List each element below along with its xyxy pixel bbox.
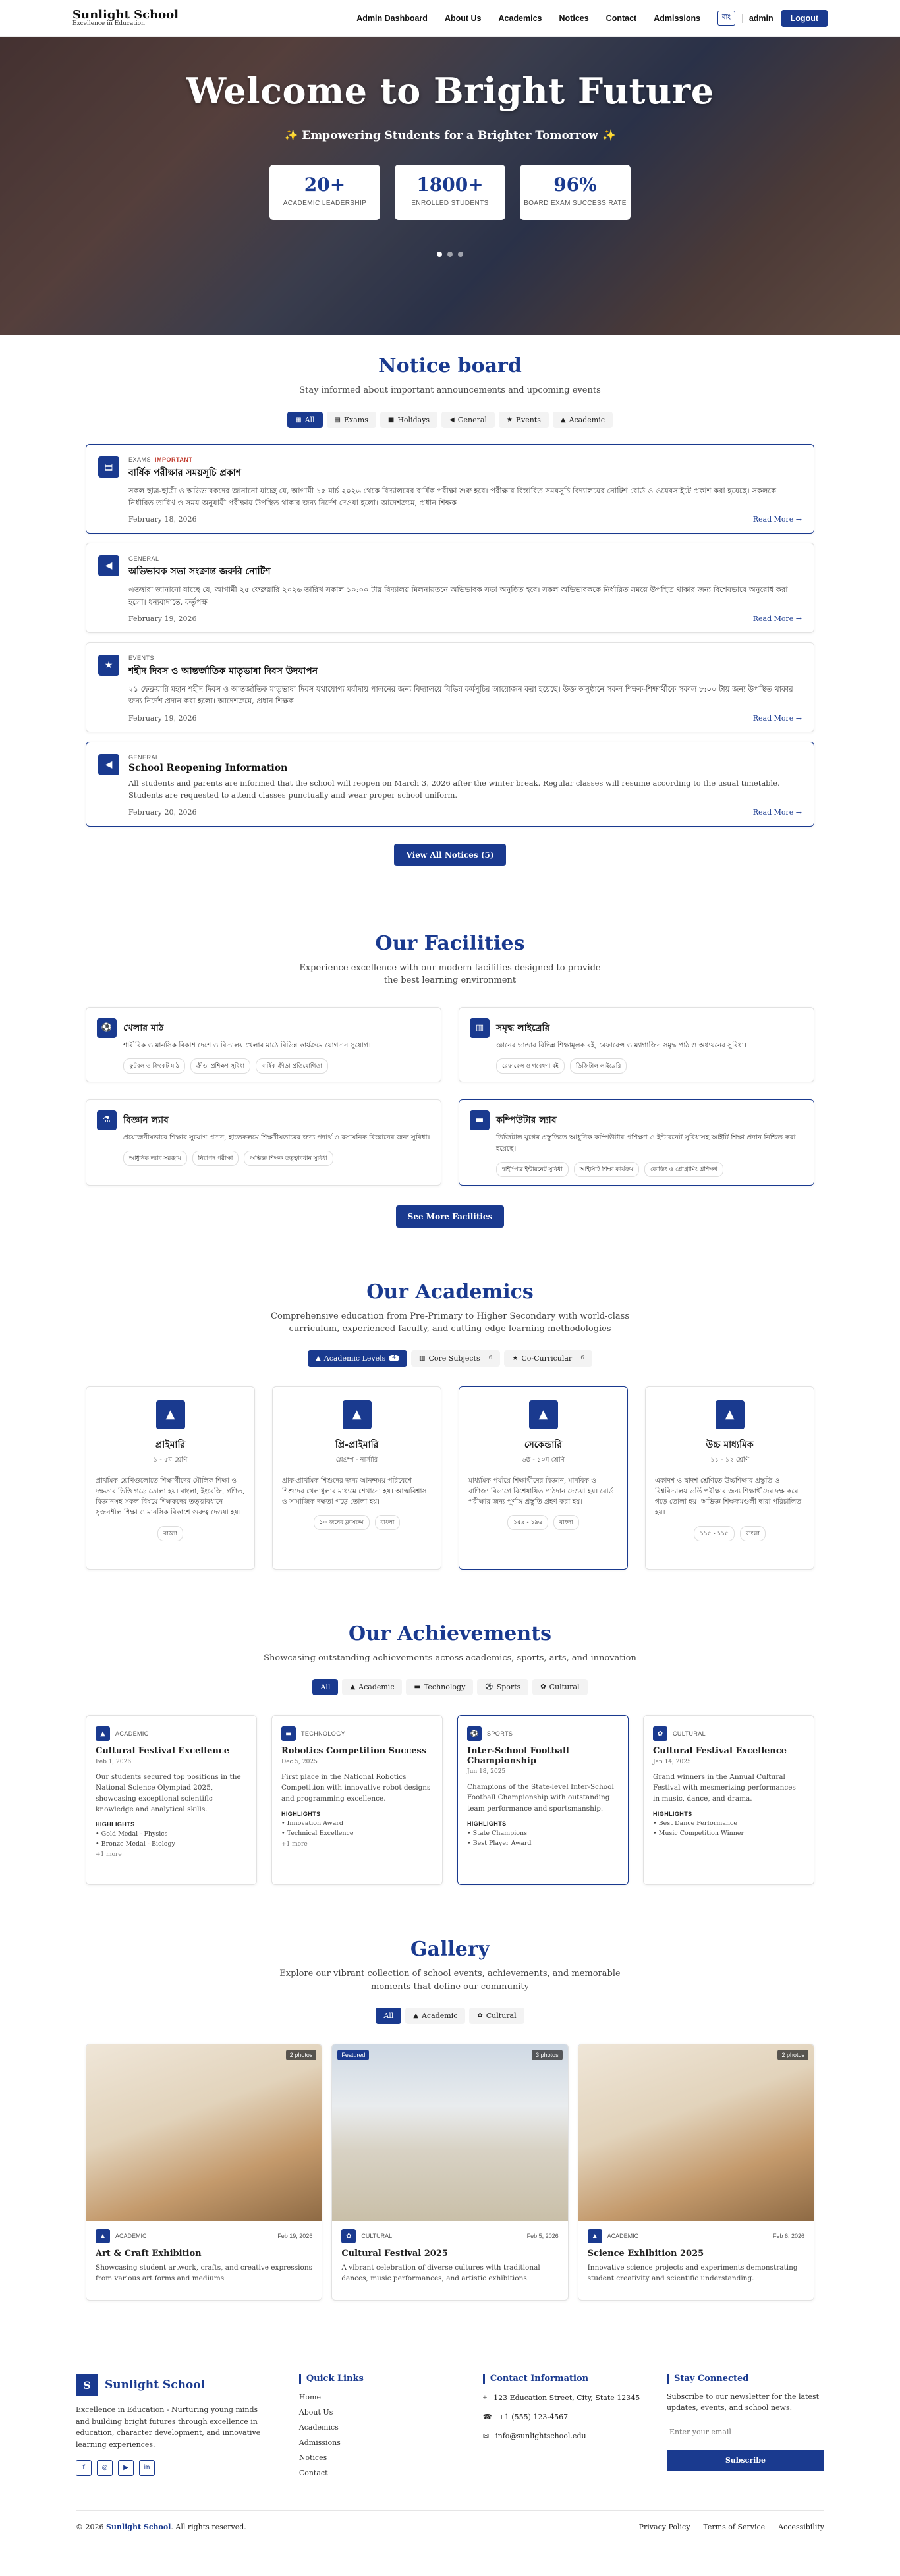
palette-icon: ✿ bbox=[540, 1684, 546, 1691]
footer-link-home[interactable]: Home bbox=[298, 2393, 321, 2402]
achievement-date: Dec 5, 2025 bbox=[281, 1759, 318, 1766]
location-pin-icon: ⌖ bbox=[482, 2393, 488, 2402]
filter-label: Academic bbox=[358, 1683, 395, 1692]
copyright: © 2026 Sunlight School. All rights reserved. bbox=[76, 2523, 246, 2532]
gallery-desc: Innovative science projects and experiments demonstrating student creativity and scientific understanding. bbox=[587, 2264, 798, 2283]
notice-title: বার্ষিক পরীক্ষার সময়সূচি প্রকাশ bbox=[128, 467, 241, 478]
footer bbox=[0, 2347, 900, 2544]
filter-events[interactable] bbox=[499, 412, 549, 428]
level-desc: প্রাথমিক শ্রেণিগুলোতে শিক্ষার্থীদের মৌলিক শিক্ষা ও দক্ষতার ভিত্তি গড়ে তোলা হয়। বাংলা, ইংরেজি, গণিত, বিজ্ঞানসহ সকল বিষয়ে শিক্ষকদের তত্ত্বাবধানে সৃজনশীল শিক্ষা ও মানসিক বিকাশে গুরুত্ব দেওয়া হয়। bbox=[96, 1476, 245, 1517]
gallery-image[interactable] bbox=[86, 2044, 322, 2221]
gallery-card[interactable] bbox=[86, 2044, 322, 2301]
achievement-card[interactable] bbox=[457, 1715, 629, 1885]
level-range: ১ - ৫ম শ্রেণি bbox=[153, 1456, 188, 1464]
notice-category: GENERAL bbox=[128, 754, 159, 761]
achievement-date: Feb 1, 2026 bbox=[96, 1759, 132, 1766]
palette-icon: ✿ bbox=[477, 2012, 483, 2020]
read-more-link[interactable]: Read More → bbox=[752, 515, 802, 524]
filter-all[interactable] bbox=[287, 412, 322, 428]
document-icon: ▤ bbox=[98, 456, 119, 478]
achievement-desc: Champions of the State-level Inter-School Football Championship with outstanding team performance and sportsmanship. bbox=[467, 1783, 614, 1813]
facility-tag: ফুটবল ও ক্রিকেট মাঠ bbox=[123, 1058, 185, 1074]
achievement-date: Jun 18, 2025 bbox=[467, 1768, 506, 1776]
filter-label: Academic bbox=[569, 415, 605, 424]
highlight-item: • Gold Medal - Physics bbox=[96, 1830, 168, 1838]
brand[interactable] bbox=[72, 9, 179, 28]
level-title: উচ্চ মাধ্যমিক bbox=[706, 1439, 754, 1450]
filter-label: Technology bbox=[423, 1683, 466, 1692]
gallery-title: Science Exhibition 2025 bbox=[587, 2249, 704, 2259]
level-tag: বাংলা bbox=[375, 1515, 401, 1530]
achievement-card[interactable] bbox=[86, 1715, 257, 1885]
academic-level-card[interactable] bbox=[645, 1386, 814, 1570]
achievement-category: SPORTS bbox=[487, 1730, 513, 1738]
level-desc: মাধ্যমিক পর্যায়ে শিক্ষার্থীদের বিজ্ঞান, মানবিক ও বাণিজ্য বিভাগে বিশেষায়িত পাঠদান দেওয়া হয়। বোর্ড পরীক্ষার জন্য পূর্ণাঙ্গ প্রস্তুতি গ্রহণ করা হয়। bbox=[468, 1476, 614, 1506]
laptop-icon: ▬ bbox=[281, 1726, 296, 1741]
level-desc: প্রাক-প্রাথমিক শিশুদের জন্য আনন্দময় পরিবেশে শিশুদের খেলাধুলার মাধ্যমে শেখানো হয়। আত্মবিশ্বাস ও সামাজিক দক্ষতা গড়ে তোলা হয়। bbox=[282, 1476, 427, 1506]
photo-count-badge: 2 photos bbox=[286, 2050, 317, 2060]
nav-link-contact[interactable]: Contact bbox=[605, 13, 637, 23]
see-more-facilities-button[interactable]: See More Facilities bbox=[396, 1205, 505, 1228]
carousel-dot[interactable] bbox=[437, 252, 442, 257]
stat-card bbox=[520, 165, 631, 220]
graduation-cap-icon: ▲ bbox=[316, 1354, 321, 1362]
gallery-category: ACADEMIC bbox=[607, 2233, 639, 2240]
achievement-title: Cultural Festival Excellence bbox=[96, 1746, 230, 1757]
graduation-cap-icon: ▲ bbox=[350, 1684, 356, 1691]
footer-link-notices[interactable]: Notices bbox=[298, 2453, 327, 2463]
megaphone-icon: ◀ bbox=[449, 416, 455, 424]
graduation-cap-icon: ▲ bbox=[156, 1400, 185, 1429]
carousel-dot[interactable] bbox=[447, 252, 453, 257]
nav-link-notices[interactable]: Notices bbox=[559, 13, 589, 23]
grid-icon: ▦ bbox=[295, 416, 302, 424]
top-navbar bbox=[0, 0, 900, 37]
graduation-cap-icon: ▲ bbox=[588, 2229, 602, 2243]
facility-card[interactable] bbox=[86, 1007, 441, 1082]
read-more-link[interactable]: Read More → bbox=[752, 713, 802, 723]
highlights-heading: HIGHLIGHTS bbox=[467, 1820, 507, 1827]
section-subtitle: Explore our vibrant collection of school events, achievements, and memorable moments that define our community bbox=[279, 1969, 621, 1992]
footer-logo: S bbox=[76, 2374, 98, 2396]
youtube-icon[interactable]: ▶ bbox=[118, 2460, 134, 2476]
facility-desc: শারীরিক ও মানসিক বিকাশ দেশে ও বিদ্যালয় খেলার মাঠে বিভিন্ন কার্যক্রমে যোগদান সুযোগ। bbox=[123, 1041, 371, 1049]
footer-email[interactable]: info@sunlightschool.edu bbox=[495, 2432, 586, 2441]
highlight-item: • Innovation Award bbox=[281, 1819, 343, 1827]
notice-card[interactable] bbox=[86, 642, 814, 732]
notice-category: EXAMS bbox=[128, 456, 152, 463]
footer-address: 123 Education Street, City, State 12345 bbox=[493, 2393, 640, 2402]
footer-link-contact[interactable]: Contact bbox=[298, 2469, 328, 2478]
ball-icon: ⚽ bbox=[467, 1726, 482, 1741]
nav-username: admin bbox=[742, 14, 773, 23]
notice-category: EVENTS bbox=[128, 655, 155, 662]
highlight-item: • Technical Excellence bbox=[281, 1829, 354, 1837]
gallery-desc: A vibrant celebration of diverse cultures with traditional dances, music performances, and artistic exhibitions. bbox=[341, 2264, 540, 2283]
achievement-title: Robotics Competition Success bbox=[281, 1746, 427, 1757]
section-subtitle: Experience excellence with our modern facilities designed to provide the best learning environment bbox=[299, 962, 601, 986]
facility-tag: কোডিং ও প্রোগ্রামিং প্রশিক্ষণ bbox=[644, 1162, 723, 1177]
newsletter-email-input[interactable] bbox=[667, 2423, 824, 2442]
filter-academic[interactable] bbox=[342, 1679, 402, 1695]
footer-description: Excellence in Education - Nurturing young minds and building bright futures through excellence in education, character development, and innovative learning experiences. bbox=[76, 2405, 261, 2449]
notice-date: February 18, 2026 bbox=[128, 515, 197, 524]
stat-label: BOARD EXAM SUCCESS RATE bbox=[524, 200, 627, 207]
filter-label: Cultural bbox=[486, 2012, 517, 2021]
level-range: ৬ষ্ঠ - ১০ম শ্রেণি bbox=[522, 1456, 565, 1464]
stat-label: ENROLLED STUDENTS bbox=[411, 200, 489, 207]
notice-card[interactable] bbox=[86, 742, 814, 827]
notice-date: February 20, 2026 bbox=[128, 808, 197, 817]
filter-label: General bbox=[457, 415, 487, 424]
facility-tag: অভিজ্ঞ শিক্ষক তত্ত্বাবধান সুবিধা bbox=[244, 1151, 333, 1166]
facility-desc: প্রযোজনীয়ভাবে শিক্ষার সুযোগ প্রদান, হাতেকলমে শিক্ষণীয়তারের জন্য পদার্থ ও রসায়নিক বিজ্ঞানের জন্য সুবিধা। bbox=[123, 1133, 430, 1141]
level-tag: বাংলা bbox=[740, 1526, 766, 1541]
highlight-item: • Bronze Medal - Biology bbox=[96, 1840, 175, 1848]
stat-card bbox=[395, 165, 505, 220]
level-tag: বাংলা bbox=[553, 1515, 579, 1530]
notice-text: সকল ছাত্র-ছাত্রী ও অভিভাবকদের জানানো যাচ্ছে যে, আগামী ১৫ মার্চ ২০২৬ থেকে বিদ্যালয়ের বার্ষিক পরীক্ষা শুরু হবে। পরীক্ষার বিস্তারিত সময়সূচি বিদ্যালয়ের নোটিশ বোর্ড ও ওয়েবসাইটে প্রকাশ করা হয়েছে। সকলকে নির্ধারিত তারিখ ও সময় অনুযায়ী পরীক্ষায় উপস্থিত থাকার জন্য নির্দেশ দেওয়া হলো। আদেশক্রমে, প্রধান শিক্ষক bbox=[128, 485, 777, 507]
terms-link[interactable]: Terms of Service bbox=[703, 2523, 766, 2532]
flask-icon: ⚗ bbox=[97, 1110, 117, 1130]
graduation-cap-icon: ▲ bbox=[343, 1400, 372, 1429]
highlight-item: • Music Competition Winner bbox=[653, 1829, 745, 1837]
tab-label: Core Subjects bbox=[428, 1354, 480, 1363]
section-subtitle: Stay informed about important announcements and upcoming events bbox=[299, 385, 601, 395]
achievement-desc: Grand winners in the Annual Cultural Festival with mesmerizing performances in music, dance, and drama. bbox=[653, 1773, 796, 1803]
gallery-section bbox=[0, 1898, 900, 2314]
carousel-dot[interactable] bbox=[458, 252, 463, 257]
footer-school-name: Sunlight School bbox=[105, 2378, 206, 2392]
gallery-title: Cultural Festival 2025 bbox=[341, 2249, 448, 2259]
footer-phone[interactable]: +1 (555) 123-4567 bbox=[498, 2413, 569, 2422]
megaphone-icon: ◀ bbox=[98, 555, 119, 576]
academics-section bbox=[0, 1241, 900, 1583]
facility-card[interactable] bbox=[86, 1099, 441, 1186]
read-more-link[interactable]: Read More → bbox=[752, 615, 802, 624]
section-title: Gallery bbox=[410, 1938, 490, 1961]
filter-all[interactable]: All bbox=[312, 1679, 338, 1695]
star-icon: ★ bbox=[506, 416, 513, 424]
facility-title: সমৃদ্ধ লাইব্রেরি bbox=[496, 1022, 550, 1033]
hero-title: Welcome to Bright Future bbox=[186, 70, 714, 112]
book-icon: ▥ bbox=[419, 1354, 426, 1362]
notice-text: এতদ্বারা জানানো যাচ্ছে যে, আগামী ২৫ ফেব্রুয়ারি ২০২৬ তারিখ সকাল ১০:০০ টায় বিদ্যালয় মিলনায়তনে অভিভাবক সভা অনুষ্ঠিত হবে। সকল অভিভাবককে নির্ধারিত সময়ে উপস্থিত থাকার জন্য বিশেষভাবে অনুরোধ করা হলো। ধন্যবাদান্তে, কর্তৃপক্ষ bbox=[128, 585, 788, 607]
stat-value: 1800+ bbox=[416, 174, 484, 196]
facility-tag: বার্ষিক ক্রীড়া প্রতিযোগিতা bbox=[256, 1058, 328, 1074]
footer-link-about[interactable]: About Us bbox=[298, 2408, 333, 2417]
achievement-desc: First place in the National Robotics Competition with innovative robot designs and programming excellence. bbox=[281, 1773, 431, 1803]
section-subtitle: Showcasing outstanding achievements across academics, sports, arts, and innovation bbox=[264, 1653, 636, 1663]
facilities-section bbox=[0, 879, 900, 1241]
level-title: সেকেন্ডারি bbox=[524, 1439, 563, 1450]
facility-tag: আইসিটি শিক্ষা কার্যক্রম bbox=[574, 1162, 639, 1177]
important-badge: IMPORTANT bbox=[155, 456, 193, 463]
filter-cultural[interactable] bbox=[469, 2008, 524, 2024]
envelope-icon: ✉ bbox=[482, 2432, 490, 2441]
achievement-title: Cultural Festival Excellence bbox=[653, 1746, 787, 1757]
academic-level-card[interactable] bbox=[272, 1386, 441, 1570]
level-range: ১১ - ১২ শ্রেণি bbox=[710, 1456, 750, 1464]
facility-tag: আধুনিক ল্যাব সরঞ্জাম bbox=[123, 1151, 187, 1166]
logout-button[interactable]: Logout bbox=[781, 10, 828, 27]
gallery-category: ACADEMIC bbox=[115, 2233, 147, 2240]
instagram-icon[interactable]: ◎ bbox=[97, 2460, 113, 2476]
graduation-cap-icon: ▲ bbox=[96, 1726, 110, 1741]
filter-technology[interactable] bbox=[406, 1679, 473, 1695]
achievement-card[interactable] bbox=[271, 1715, 443, 1885]
level-tag: বাংলা bbox=[157, 1526, 183, 1541]
hero-banner bbox=[0, 37, 900, 335]
notice-text: All students and parents are informed that the school will reopen on March 3, 2026 after the winter break. Regular classes will resume according to the usual timetable. Students are requested to attend classes punctually and wear proper school uniform. bbox=[128, 778, 780, 800]
nav-link-about[interactable]: About Us bbox=[444, 13, 482, 23]
footer-link-admissions[interactable]: Admissions bbox=[298, 2438, 341, 2448]
facility-title: কম্পিউটার ল্যাব bbox=[496, 1114, 557, 1126]
tab-label: Academic Levels bbox=[323, 1354, 386, 1363]
hero-subtitle: ✨ Empowering Students for a Brighter Tomorrow ✨ bbox=[284, 129, 616, 142]
filter-label: All bbox=[304, 415, 315, 424]
stat-label: ACADEMIC LEADERSHIP bbox=[283, 200, 367, 207]
language-toggle[interactable]: বাং bbox=[717, 11, 735, 26]
graduation-cap-icon: ▲ bbox=[560, 416, 566, 424]
subscribe-button[interactable]: Subscribe bbox=[667, 2450, 824, 2471]
calendar-icon: ▣ bbox=[387, 416, 395, 424]
photo-count-badge: 2 photos bbox=[777, 2050, 808, 2060]
filter-cultural[interactable] bbox=[532, 1679, 587, 1695]
section-title: Our Achievements bbox=[349, 1622, 551, 1645]
level-tag: ১৫৯ - ১৯৬ bbox=[507, 1515, 548, 1530]
level-tag: ১১৫ - ১১৫ bbox=[694, 1526, 735, 1541]
filter-label: Exams bbox=[344, 415, 368, 424]
ball-icon: ⚽ bbox=[485, 1684, 493, 1691]
star-icon: ★ bbox=[512, 1354, 519, 1362]
facebook-icon[interactable]: f bbox=[76, 2460, 92, 2476]
footer-heading: Contact Information bbox=[483, 2374, 640, 2384]
facility-tag: ক্রীড়া প্রশিক্ষণ সুবিধা bbox=[190, 1058, 250, 1074]
brand-subtitle: Excellence in Education bbox=[72, 20, 145, 28]
filter-sports[interactable] bbox=[477, 1679, 528, 1695]
filter-all[interactable]: All bbox=[376, 2008, 401, 2024]
photo-count-badge: 3 photos bbox=[532, 2050, 563, 2060]
facility-card[interactable] bbox=[459, 1099, 814, 1186]
filter-label: Sports bbox=[496, 1683, 521, 1692]
tab-co-curricular[interactable] bbox=[504, 1350, 592, 1367]
gallery-category: CULTURAL bbox=[361, 2233, 393, 2240]
achievement-category: ACADEMIC bbox=[115, 1730, 149, 1738]
academic-level-card[interactable] bbox=[86, 1386, 255, 1570]
computer-icon: ▬ bbox=[470, 1110, 490, 1130]
section-subtitle: Comprehensive education from Pre-Primary to Higher Secondary with world-class curriculum, experienced faculty, and cutting-edge learning methodologies bbox=[271, 1311, 629, 1334]
view-all-notices-button[interactable]: View All Notices (5) bbox=[394, 844, 505, 866]
tab-academic-levels[interactable] bbox=[308, 1350, 407, 1367]
facility-tag: রেফারেন্স ও গবেষণা বই bbox=[496, 1058, 565, 1074]
achievement-card[interactable] bbox=[643, 1715, 814, 1885]
gallery-card[interactable] bbox=[331, 2044, 568, 2301]
filter-label: Holidays bbox=[397, 415, 430, 424]
gallery-image[interactable] bbox=[332, 2044, 567, 2221]
tab-count: 4 bbox=[389, 1355, 399, 1361]
highlights-heading: HIGHLIGHTS bbox=[281, 1810, 321, 1817]
filter-holidays[interactable] bbox=[380, 412, 437, 428]
highlights-more[interactable]: +1 more bbox=[281, 1840, 308, 1848]
gallery-image[interactable] bbox=[578, 2044, 814, 2221]
megaphone-icon: ◀ bbox=[98, 754, 119, 775]
document-icon: ▤ bbox=[334, 416, 341, 424]
level-tag: ১০ জনের ক্লাসরুম bbox=[314, 1515, 370, 1530]
level-title: প্রাইমারি bbox=[155, 1439, 186, 1450]
footer-heading: Quick Links bbox=[299, 2374, 457, 2384]
facility-tag: নিরাপদ পরীক্ষা bbox=[192, 1151, 239, 1166]
footer-link-academics[interactable]: Academics bbox=[298, 2423, 339, 2432]
achievement-category: CULTURAL bbox=[673, 1730, 706, 1738]
graduation-cap-icon: ▲ bbox=[716, 1400, 745, 1429]
stat-value: 96% bbox=[553, 174, 597, 196]
facility-title: বিজ্ঞান ল্যাব bbox=[123, 1114, 169, 1126]
facility-card[interactable] bbox=[459, 1007, 814, 1082]
gallery-date: Feb 19, 2026 bbox=[277, 2233, 313, 2240]
tab-core-subjects[interactable] bbox=[411, 1350, 500, 1367]
stat-value: 20+ bbox=[304, 174, 346, 196]
section-title: Our Academics bbox=[366, 1280, 534, 1303]
notice-title: শহীদ দিবস ও আন্তর্জাতিক মাতৃভাষা দিবস উদযাপন bbox=[128, 666, 318, 677]
gallery-desc: Showcasing student artwork, crafts, and creative expressions from various art forms and mediums bbox=[96, 2264, 313, 2283]
notice-date: February 19, 2026 bbox=[128, 615, 197, 624]
read-more-link[interactable]: Read More → bbox=[752, 808, 802, 817]
section-title: Notice board bbox=[378, 354, 522, 377]
section-title: Our Facilities bbox=[375, 931, 525, 955]
gallery-title: Art & Craft Exhibition bbox=[96, 2249, 202, 2259]
level-range: প্লেগ্রুপ - নার্সারি bbox=[335, 1456, 378, 1464]
tab-label: Co-Curricular bbox=[521, 1354, 573, 1363]
notice-card[interactable] bbox=[86, 543, 814, 633]
notice-title: অভিভাবক সভা সংক্রান্ত জরুরি নোটিশ bbox=[128, 566, 271, 578]
filter-label: Events bbox=[515, 415, 541, 424]
phone-icon: ☎ bbox=[482, 2413, 492, 2422]
notice-text: ২১ ফেব্রুয়ারি মহান শহীদ দিবস ও আন্তর্জাতিক মাতৃভাষা দিবস যথাযোগ্য মর্যাদায় পালনের জন্য বিদ্যালয়ে বিভিন্ন কর্মসূচির আয়োজন করা হয়েছে। উক্ত অনুষ্ঠানে সকল শিক্ষক-শিক্ষার্থীকে সকাল ৮:০০ টায় জন্য উপস্থিত থাকার জন্য নির্দেশ প্রদান করা হলো। আদেশক্রমে, প্রধান শিক্ষক bbox=[128, 684, 793, 706]
gallery-date: Feb 5, 2026 bbox=[526, 2233, 559, 2240]
palette-icon: ✿ bbox=[653, 1726, 667, 1741]
gallery-card[interactable] bbox=[578, 2044, 814, 2301]
star-icon: ★ bbox=[98, 655, 119, 676]
level-title: প্রি-প্রাইমারি bbox=[335, 1439, 379, 1450]
achievement-date: Jan 14, 2025 bbox=[653, 1759, 691, 1766]
highlights-heading: HIGHLIGHTS bbox=[653, 1810, 692, 1817]
achievements-section bbox=[0, 1583, 900, 1899]
highlights-more[interactable]: +1 more bbox=[96, 1851, 122, 1859]
facility-tag: ডিজিটাল লাইব্রেরি bbox=[570, 1058, 627, 1074]
carousel-dots bbox=[0, 252, 900, 257]
notice-board-section bbox=[0, 335, 900, 879]
graduation-cap-icon: ▲ bbox=[96, 2229, 110, 2243]
notice-category: GENERAL bbox=[128, 555, 159, 562]
facility-desc: জ্ঞানের ভান্ডার বিভিন্ন শিক্ষামূলক বই, রেফারেন্স ও ম্যাগাজিন সমৃদ্ধ পাঠ ও অধ্যয়নের সুবিধা। bbox=[496, 1041, 746, 1049]
academic-level-card[interactable] bbox=[459, 1386, 628, 1570]
laptop-icon: ▬ bbox=[414, 1684, 420, 1691]
gallery-date: Feb 6, 2026 bbox=[772, 2233, 804, 2240]
filter-academic[interactable] bbox=[405, 2008, 465, 2024]
graduation-cap-icon: ▲ bbox=[413, 2012, 419, 2020]
stat-card bbox=[269, 165, 380, 220]
filter-exams[interactable] bbox=[327, 412, 376, 428]
brand-title: Sunlight School bbox=[72, 7, 179, 22]
featured-badge: Featured bbox=[337, 2050, 369, 2060]
facility-tag: হাইস্পিড ইন্টারনেট সুবিধা bbox=[496, 1162, 569, 1177]
palette-icon: ✿ bbox=[341, 2229, 356, 2243]
nav-link-admin-dashboard[interactable]: Admin Dashboard bbox=[356, 13, 428, 23]
nav-link-admissions[interactable]: Admissions bbox=[654, 13, 701, 23]
nav-link-academics[interactable]: Academics bbox=[498, 13, 542, 23]
highlight-item: • State Champions bbox=[467, 1829, 527, 1837]
tab-count: 6 bbox=[488, 1355, 493, 1362]
facility-desc: ডিজিটাল যুগের প্রস্তুতিতে আধুনিক কম্পিউটার প্রশিক্ষণ ও ইন্টারনেট সুবিধাসহ আইটি শিক্ষা প্রদান নিশ্চিত করা হয়েছে। bbox=[496, 1133, 796, 1153]
graduation-cap-icon: ▲ bbox=[529, 1400, 558, 1429]
privacy-policy-link[interactable]: Privacy Policy bbox=[638, 2523, 690, 2532]
footer-heading: Stay Connected bbox=[667, 2374, 824, 2384]
notice-card[interactable] bbox=[86, 444, 814, 534]
linkedin-icon[interactable]: in bbox=[139, 2460, 155, 2476]
notice-title: School Reopening Information bbox=[128, 762, 288, 773]
ball-icon: ⚽ bbox=[97, 1018, 117, 1038]
book-icon: ▥ bbox=[470, 1018, 490, 1038]
filter-general[interactable] bbox=[441, 412, 495, 428]
achievement-title: Inter-School Football Championship bbox=[467, 1746, 569, 1767]
accessibility-link[interactable]: Accessibility bbox=[778, 2523, 824, 2532]
achievement-desc: Our students secured top positions in the National Science Olympiad 2025, showcasing exceptional scientific knowledge and analytical skills. bbox=[96, 1773, 241, 1813]
highlight-item: • Best Player Award bbox=[467, 1839, 532, 1847]
achievement-category: TECHNOLOGY bbox=[301, 1730, 346, 1738]
filter-academic[interactable] bbox=[553, 412, 613, 428]
highlights-heading: HIGHLIGHTS bbox=[96, 1821, 135, 1828]
level-desc: একাদশ ও দ্বাদশ শ্রেণিতে উচ্চশিক্ষার প্রস্তুতি ও বিশ্ববিদ্যালয় ভর্তি পরীক্ষার জন্য শিক্ষার্থীদের দক্ষ করে গড়ে তোলা হয়। অভিজ্ঞ শিক্ষকমণ্ডলী দ্বারা পরিচালিত হয়। bbox=[655, 1476, 802, 1517]
notice-date: February 19, 2026 bbox=[128, 713, 197, 723]
highlight-item: • Best Dance Performance bbox=[653, 1819, 737, 1827]
newsletter-text: Subscribe to our newsletter for the latest updates, events, and school news. bbox=[666, 2392, 820, 2412]
filter-label: Cultural bbox=[549, 1683, 580, 1692]
facility-title: খেলার মাঠ bbox=[123, 1022, 164, 1033]
tab-count: 6 bbox=[580, 1355, 584, 1362]
filter-label: Academic bbox=[422, 2012, 458, 2021]
